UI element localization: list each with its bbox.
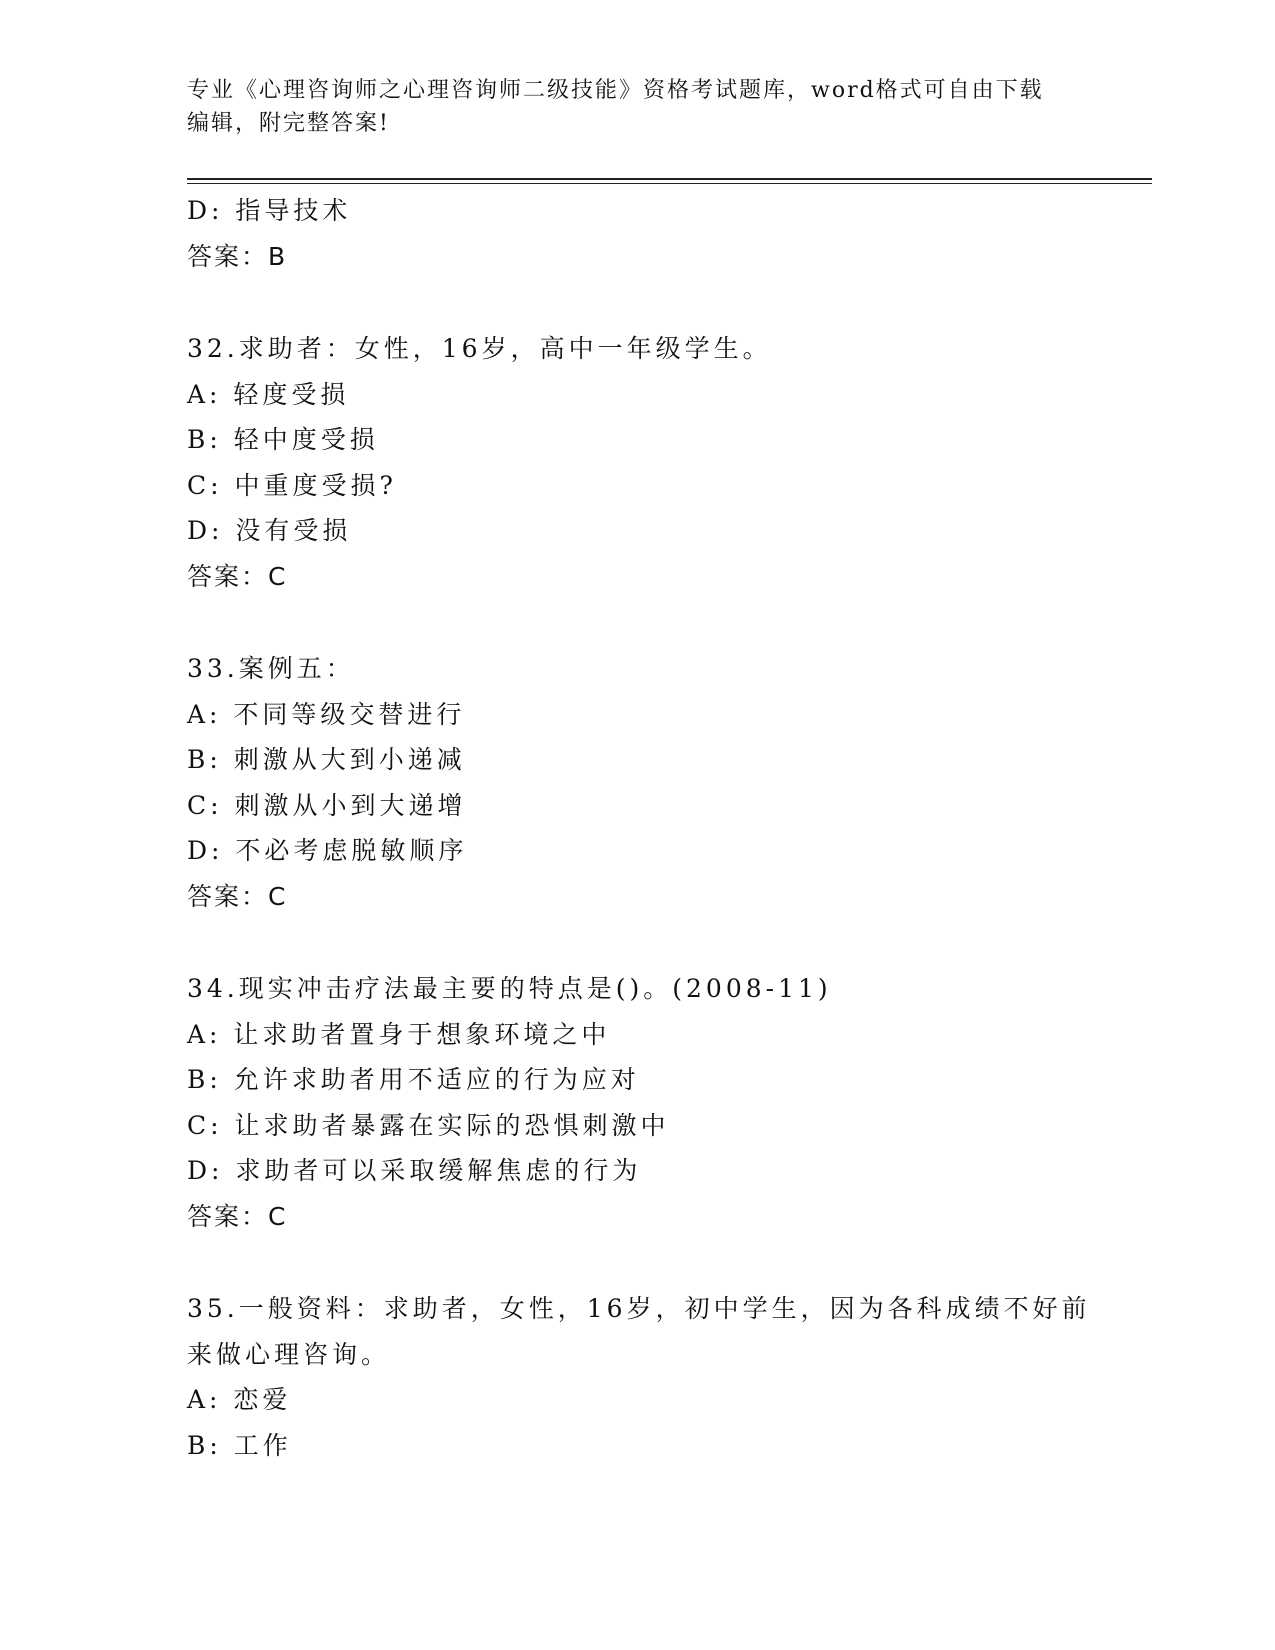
answer: 答案：C — [187, 881, 288, 911]
question-33 — [187, 646, 1087, 919]
question-35 — [187, 1286, 1091, 1468]
option-a: A: 不同等级交替进行 — [187, 699, 466, 729]
option-c: C: 中重度受损? — [187, 470, 397, 500]
question-stem: 32.求助者：女性，16岁，高中一年级学生。 — [187, 334, 772, 363]
option-b: B: 刺激从大到小递减 — [187, 745, 466, 774]
option-d: D: 没有受损 — [187, 516, 352, 545]
question-stem-line-1: 35.一般资料：求助者，女性，16岁，初中学生，因为各科成绩不好前 — [187, 1294, 1091, 1323]
option-a: A: 轻度受损 — [187, 379, 350, 409]
answer: 答案：C — [187, 1201, 288, 1231]
spacer — [187, 919, 1087, 966]
option-b: B: 工作 — [187, 1430, 292, 1460]
option-c: C: 刺激从小到大递增 — [187, 790, 467, 820]
document-header — [187, 74, 1087, 140]
option-b: B: 允许求助者用不适应的行为应对 — [187, 1065, 640, 1094]
question-32 — [187, 326, 1087, 599]
header-line-2: 编辑，附完整答案! — [187, 111, 390, 136]
header-line-1: 专业《心理咨询师之心理咨询师二级技能》资格考试题库，word格式可自由下载 — [187, 78, 1044, 103]
question-stem-line-2: 来做心理咨询。 — [187, 1339, 391, 1369]
option-d: D: 不必考虑脱敏顺序 — [187, 836, 468, 865]
question-31 — [187, 188, 1087, 279]
question-stem: 34.现实冲击疗法最主要的特点是()。(2008-11) — [187, 974, 832, 1003]
option-c: C: 让求助者暴露在实际的恐惧刺激中 — [187, 1110, 670, 1140]
header-divider-thick — [187, 178, 1152, 180]
spacer — [187, 599, 1087, 646]
spacer — [187, 279, 1087, 326]
question-list — [187, 188, 1091, 1468]
option-d: D: 求助者可以采取缓解焦虑的行为 — [187, 1156, 642, 1185]
header-divider-thin — [187, 183, 1152, 184]
option-a: A: 让求助者置身于想象环境之中 — [187, 1019, 611, 1049]
answer: 答案：C — [187, 561, 288, 591]
question-34 — [187, 966, 1087, 1239]
option-a: A: 恋爱 — [187, 1385, 292, 1414]
option-b: B: 轻中度受损 — [187, 425, 379, 454]
question-stem: 33.案例五： — [187, 654, 355, 683]
option-d: D: 指导技术 — [187, 196, 352, 225]
answer: 答案：B — [187, 241, 288, 271]
spacer — [187, 1239, 1087, 1286]
